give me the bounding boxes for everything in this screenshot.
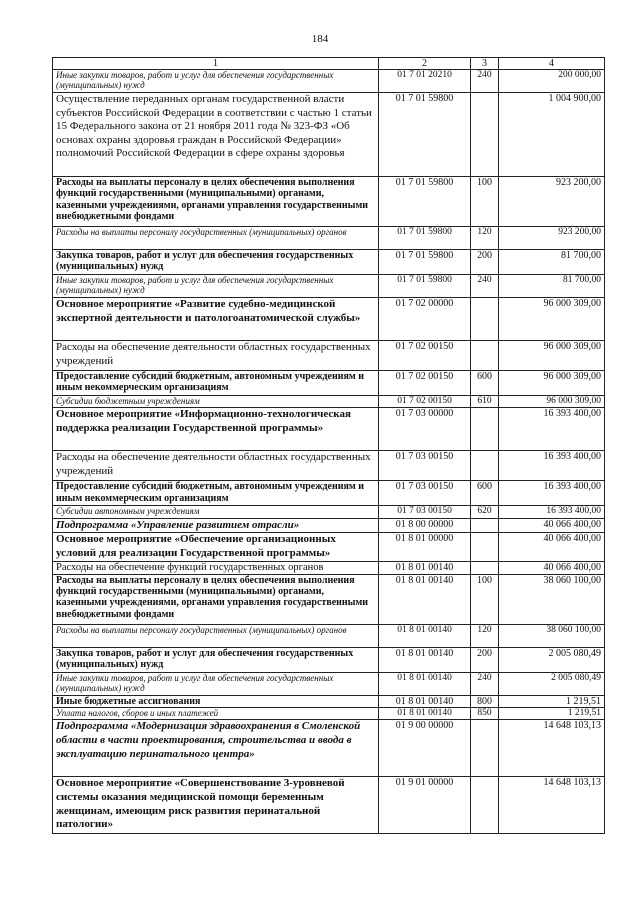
row-type-cell [471,518,499,533]
row-name-cell: Подпрограмма «Модернизация здравоохранения в Смоленской области в части проектирования, строительства и ввода в эксплуатацию перинатального центра» [53,720,379,777]
row-name-cell: Иные закупки товаров, работ и услуг для обеспечения государственных (муниципальных) нужд [53,275,379,298]
row-sum-cell: 1 004 900,00 [499,93,605,177]
row-code-cell: 01 7 02 00000 [379,298,471,341]
row-code-cell: 01 8 01 00140 [379,672,471,695]
row-name-cell: Иные закупки товаров, работ и услуг для обеспечения государственных (муниципальных) нужд [53,70,379,93]
row-code-cell: 01 7 02 00150 [379,341,471,371]
header-col-4: 4 [499,58,605,70]
row-type-cell [471,298,499,341]
row-name-cell: Расходы на обеспечение деятельности областных государственных учреждений [53,451,379,481]
table-row [53,561,605,574]
row-name-cell: Предоставление субсидий бюджетным, автономным учреждениям и иным некоммерческим организациям [53,371,379,396]
row-name-cell: Расходы на выплаты персоналу в целях обеспечения выполнения функций государственными (муниципальными) органами, казенными учреждениями, органами управления государственными внебюджетными фондами [53,574,379,624]
row-type-cell [471,561,499,574]
row-sum-cell: 923 200,00 [499,227,605,250]
table-row [53,533,605,561]
row-name-cell: Основное мероприятие «Развитие судебно-медицинской экспертной деятельности и патологоанатомической службы» [53,298,379,341]
row-sum-cell: 40 066 400,00 [499,533,605,561]
row-name-cell: Расходы на выплаты персоналу государственных (муниципальных) органов [53,624,379,647]
row-sum-cell: 14 648 103,13 [499,777,605,834]
row-code-cell: 01 7 02 00150 [379,396,471,408]
table-row [53,275,605,298]
table-row [53,250,605,275]
row-sum-cell: 16 393 400,00 [499,481,605,506]
row-code-cell: 01 7 02 00150 [379,371,471,396]
table-row [53,720,605,777]
row-name-cell: Основное мероприятие «Информационно-технологическая поддержка реализации Государственной программы» [53,408,379,451]
table-row [53,777,605,834]
row-name-cell: Основное мероприятие «Совершенствование 3-уровневой системы оказания медицинской помощи беременным женщинам, имеющим риск развития перинатальной патологии» [53,777,379,834]
row-code-cell: 01 8 01 00140 [379,708,471,720]
row-sum-cell: 96 000 309,00 [499,396,605,408]
row-code-cell: 01 7 01 59800 [379,227,471,250]
row-type-cell [471,408,499,451]
budget-table [52,57,605,834]
row-sum-cell: 16 393 400,00 [499,408,605,451]
row-type-cell [471,777,499,834]
row-code-cell: 01 8 01 00000 [379,533,471,561]
row-name-cell: Закупка товаров, работ и услуг для обеспечения государственных (муниципальных) нужд [53,250,379,275]
row-type-cell: 850 [471,708,499,720]
row-type-cell: 100 [471,574,499,624]
row-sum-cell: 81 700,00 [499,275,605,298]
row-code-cell: 01 7 03 00150 [379,451,471,481]
row-sum-cell: 40 066 400,00 [499,518,605,533]
row-sum-cell: 14 648 103,13 [499,720,605,777]
row-code-cell: 01 7 01 20210 [379,70,471,93]
row-type-cell: 610 [471,396,499,408]
row-code-cell: 01 8 01 00140 [379,695,471,707]
row-sum-cell: 38 060 100,00 [499,574,605,624]
table-header-row [53,58,605,70]
table-row [53,396,605,408]
row-code-cell: 01 7 01 59800 [379,177,471,227]
table-row [53,574,605,624]
table-row [53,93,605,177]
row-name-cell: Иные закупки товаров, работ и услуг для обеспечения государственных (муниципальных) нужд [53,672,379,695]
row-sum-cell: 923 200,00 [499,177,605,227]
row-sum-cell: 81 700,00 [499,250,605,275]
row-type-cell: 240 [471,275,499,298]
row-code-cell: 01 7 01 59800 [379,275,471,298]
table-row [53,371,605,396]
row-sum-cell: 96 000 309,00 [499,341,605,371]
table-row [53,451,605,481]
table-row [53,708,605,720]
row-name-cell: Основное мероприятие «Обеспечение организационных условий для реализации Государственной программы» [53,533,379,561]
table-row [53,298,605,341]
row-name-cell: Иные бюджетные ассигнования [53,695,379,707]
row-code-cell: 01 8 01 00140 [379,561,471,574]
row-code-cell: 01 7 01 59800 [379,93,471,177]
table-row [53,408,605,451]
row-type-cell: 120 [471,227,499,250]
table-row [53,624,605,647]
row-code-cell: 01 7 01 59800 [379,250,471,275]
row-sum-cell: 38 060 100,00 [499,624,605,647]
row-type-cell [471,341,499,371]
row-name-cell: Закупка товаров, работ и услуг для обеспечения государственных (муниципальных) нужд [53,647,379,672]
header-col-1: 1 [53,58,379,70]
table-row [53,481,605,506]
row-type-cell [471,93,499,177]
row-code-cell: 01 7 03 00150 [379,506,471,518]
row-name-cell: Осуществление переданных органам государственной власти субъектов Российской Федерации в соответствии с частью 1 статьи 15 Федерального закона от 21 ноября 2011 года № 323-ФЗ «Об основах охраны здоровья граждан в Российской Федерации» полномочий Российской Федерации в сфере охраны здоровья [53,93,379,177]
table-row [53,227,605,250]
row-sum-cell: 16 393 400,00 [499,451,605,481]
row-type-cell [471,451,499,481]
row-name-cell: Расходы на обеспечение функций государственных органов [53,561,379,574]
row-code-cell: 01 8 01 00140 [379,574,471,624]
row-sum-cell: 96 000 309,00 [499,298,605,341]
row-code-cell: 01 8 00 00000 [379,518,471,533]
table-row [53,177,605,227]
row-type-cell: 800 [471,695,499,707]
row-type-cell [471,720,499,777]
row-name-cell: Уплата налогов, сборов и иных платежей [53,708,379,720]
row-sum-cell: 1 219,51 [499,708,605,720]
header-col-2: 2 [379,58,471,70]
row-type-cell: 120 [471,624,499,647]
row-code-cell: 01 8 01 00140 [379,647,471,672]
row-name-cell: Субсидии бюджетным учреждениям [53,396,379,408]
table-row [53,672,605,695]
row-name-cell: Подпрограмма «Управление развитием отрасли» [53,518,379,533]
row-type-cell: 200 [471,647,499,672]
header-col-3: 3 [471,58,499,70]
row-name-cell: Расходы на обеспечение деятельности областных государственных учреждений [53,341,379,371]
row-type-cell: 600 [471,371,499,396]
table-row [53,341,605,371]
row-code-cell: 01 7 03 00000 [379,408,471,451]
row-name-cell: Расходы на выплаты персоналу в целях обеспечения выполнения функций государственными (муниципальными) органами, казенными учреждениями, органами управления государственными внебюджетными фондами [53,177,379,227]
row-type-cell: 240 [471,672,499,695]
row-sum-cell: 1 219,51 [499,695,605,707]
row-code-cell: 01 7 03 00150 [379,481,471,506]
row-name-cell: Предоставление субсидий бюджетным, автономным учреждениям и иным некоммерческим организациям [53,481,379,506]
row-type-cell: 100 [471,177,499,227]
row-code-cell: 01 9 01 00000 [379,777,471,834]
table-row [53,70,605,93]
row-code-cell: 01 9 00 00000 [379,720,471,777]
row-sum-cell: 200 000,00 [499,70,605,93]
table-row [53,506,605,518]
row-sum-cell: 40 066 400,00 [499,561,605,574]
row-type-cell [471,533,499,561]
table-row [53,647,605,672]
row-name-cell: Расходы на выплаты персоналу государственных (муниципальных) органов [53,227,379,250]
row-type-cell: 620 [471,506,499,518]
row-sum-cell: 2 005 080,49 [499,672,605,695]
row-sum-cell: 2 005 080,49 [499,647,605,672]
table-row [53,695,605,707]
row-sum-cell: 16 393 400,00 [499,506,605,518]
table-row [53,518,605,533]
row-type-cell: 240 [471,70,499,93]
row-name-cell: Субсидии автономным учреждениям [53,506,379,518]
row-type-cell: 600 [471,481,499,506]
page-number: 184 [311,33,329,45]
row-code-cell: 01 8 01 00140 [379,624,471,647]
row-type-cell: 200 [471,250,499,275]
row-sum-cell: 96 000 309,00 [499,371,605,396]
